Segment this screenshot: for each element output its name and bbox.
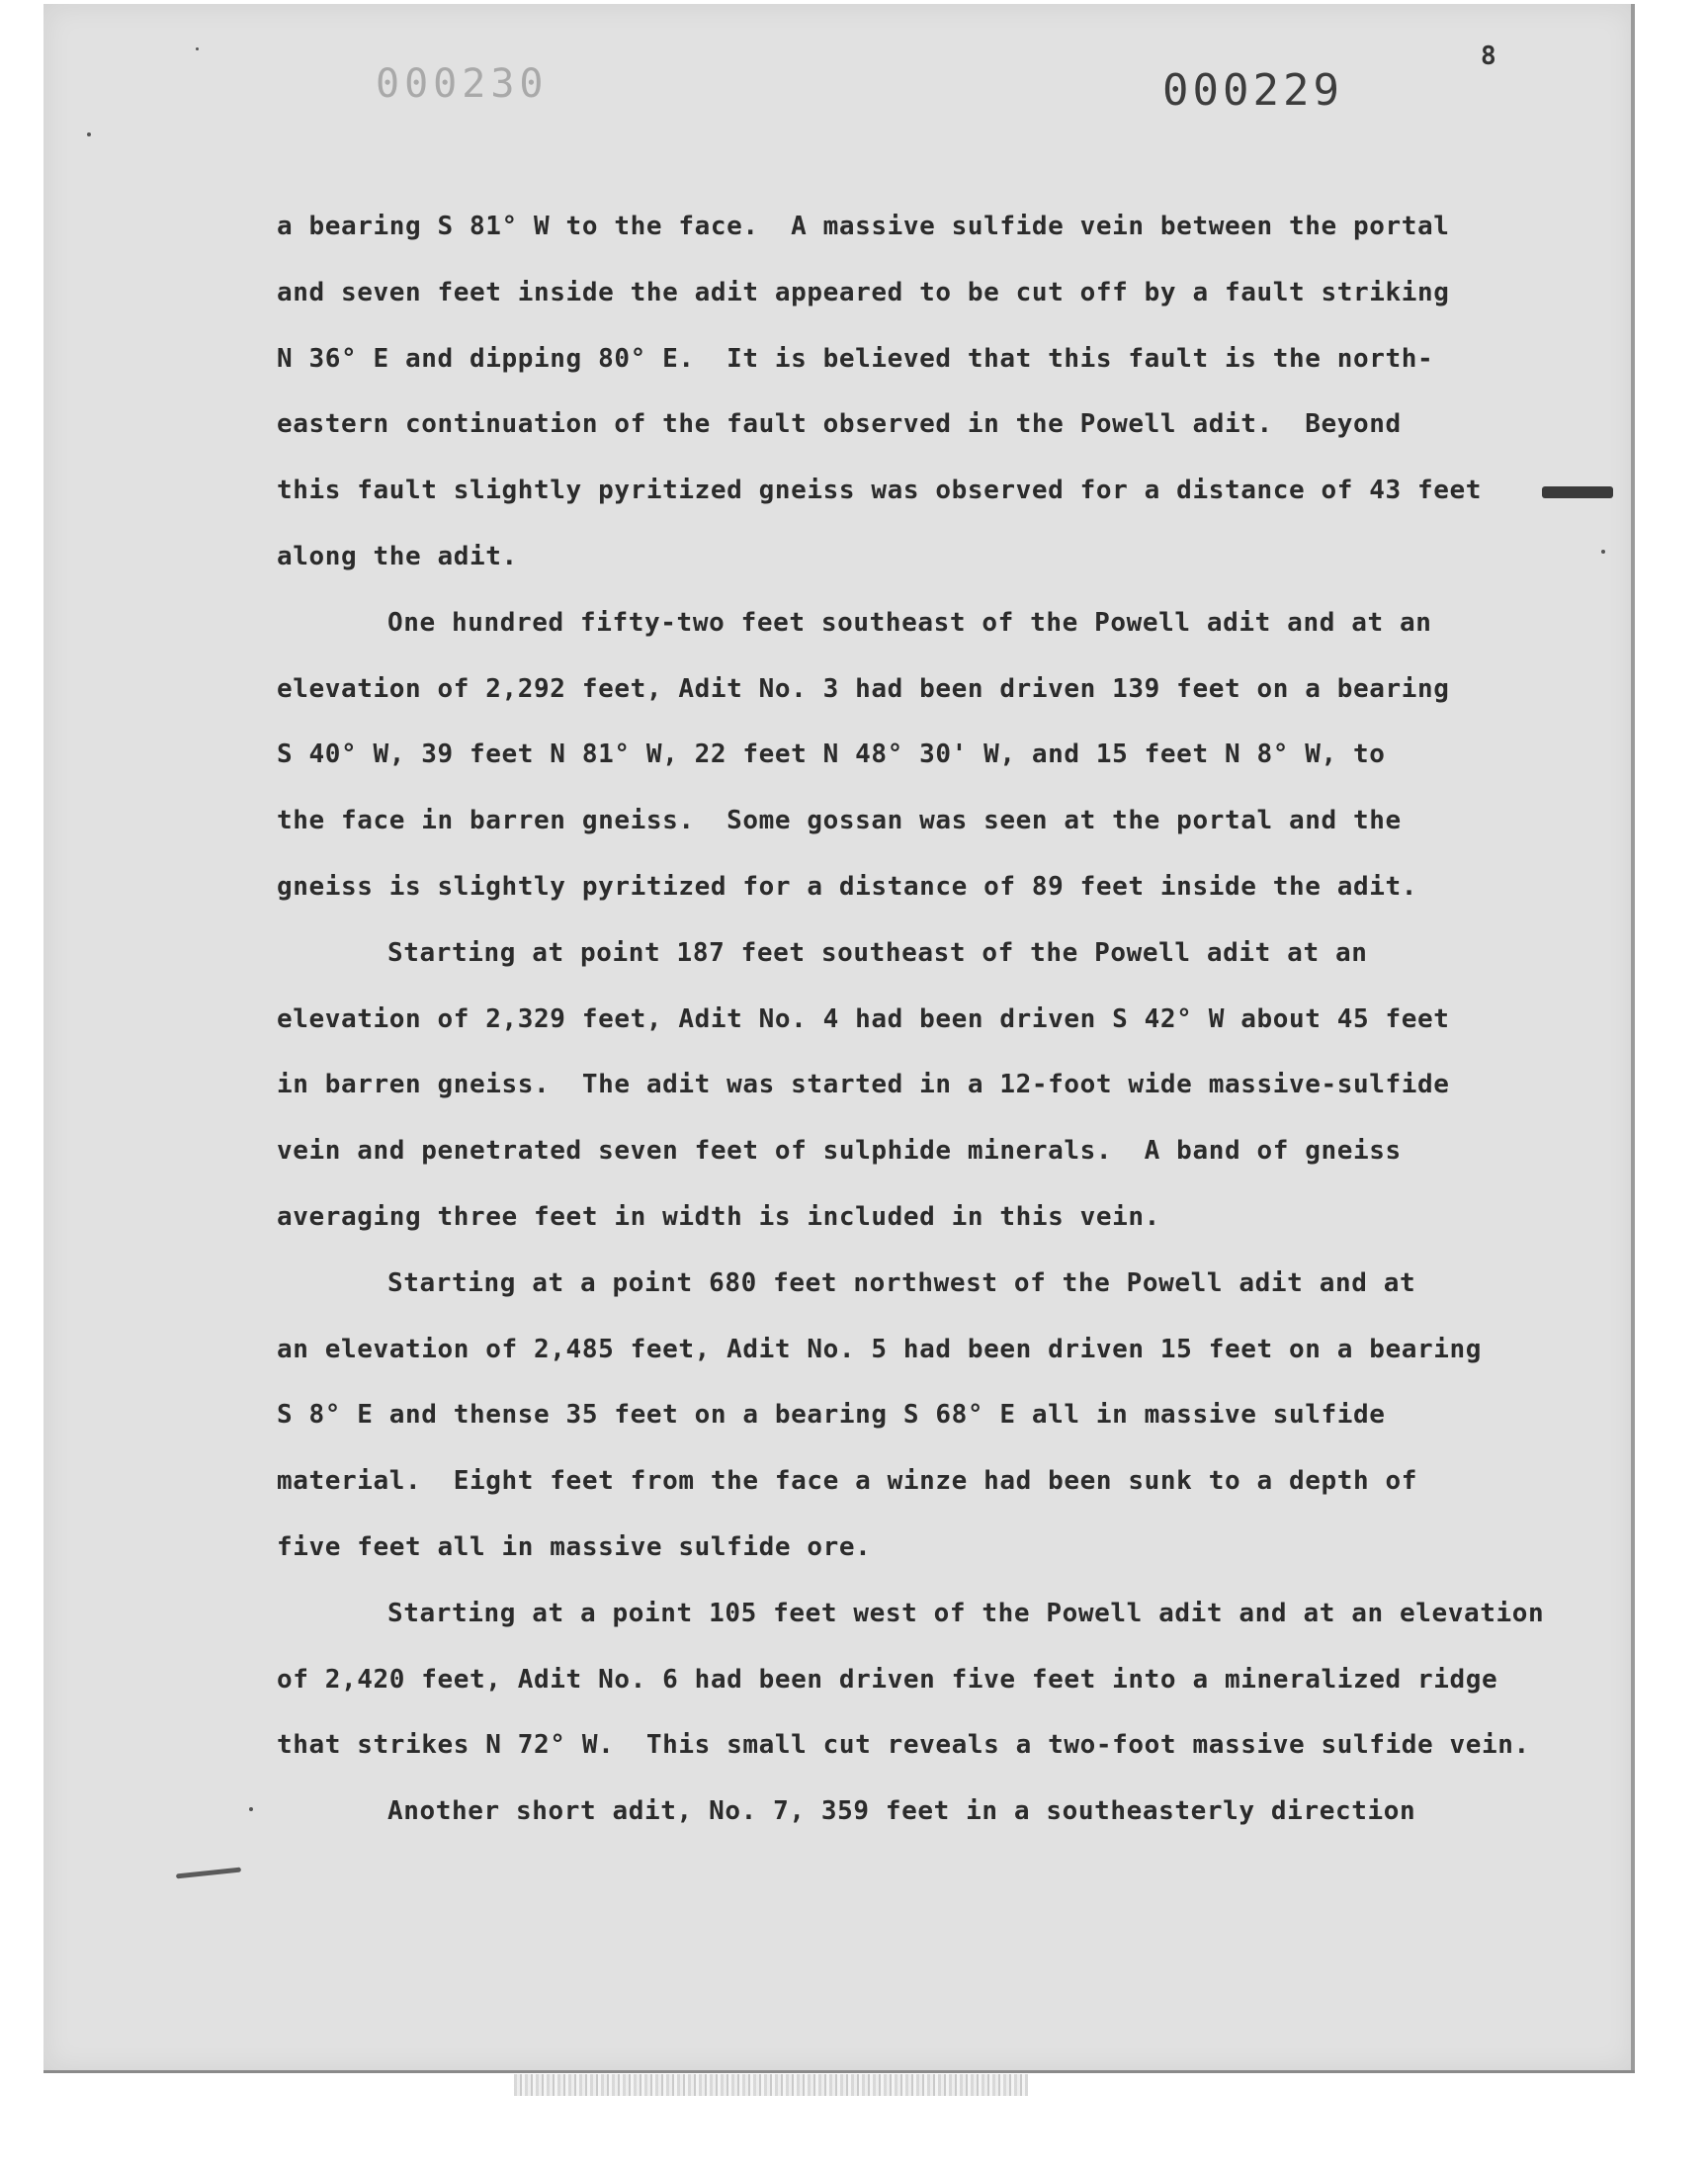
text-line: an elevation of 2,485 feet, Adit No. 5 had been driven 15 feet on a bearing bbox=[277, 1334, 1482, 1364]
text-line: vein and penetrated seven feet of sulphide minerals. A band of gneiss bbox=[277, 1136, 1402, 1167]
scan-speck bbox=[87, 132, 91, 136]
text-line: Another short adit, No. 7, 359 feet in a southeasterly direction bbox=[387, 1796, 1416, 1827]
text-line: that strikes N 72° W. This small cut reveals a two-foot massive sulfide vein. bbox=[277, 1730, 1530, 1761]
text-line: this fault slightly pyritized gneiss was observed for a distance of 43 feet bbox=[277, 476, 1482, 506]
paragraph-2 bbox=[277, 590, 1601, 920]
scan-speck bbox=[1601, 550, 1605, 554]
redaction-scribble bbox=[1542, 486, 1613, 498]
scan-speck bbox=[249, 1807, 253, 1811]
text-line: S 40° W, 39 feet N 81° W, 22 feet N 48° 30' W, and 15 feet N 8° W, to bbox=[277, 740, 1386, 770]
document-body bbox=[277, 194, 1601, 1845]
page-edge-shadow bbox=[1631, 4, 1635, 2072]
text-line: S 8° E and thense 35 feet on a bearing S 68° E all in massive sulfide bbox=[277, 1400, 1386, 1431]
text-line: in barren gneiss. The adit was started in a 12-foot wide massive-sulfide bbox=[277, 1070, 1450, 1100]
paragraph-3 bbox=[277, 920, 1601, 1251]
text-line: Starting at point 187 feet southeast of the Powell adit at an bbox=[387, 937, 1368, 968]
text-line: gneiss is slightly pyritized for a distance of 89 feet inside the adit. bbox=[277, 871, 1417, 902]
text-line: along the adit. bbox=[277, 541, 518, 571]
scan-artifact-strip bbox=[514, 2074, 1028, 2096]
text-line: elevation of 2,329 feet, Adit No. 4 had been driven S 42° W about 45 feet bbox=[277, 1003, 1450, 1034]
text-line: the face in barren gneiss. Some gossan was seen at the portal and the bbox=[277, 806, 1402, 836]
paragraph-4 bbox=[277, 1251, 1601, 1581]
text-line: elevation of 2,292 feet, Adit No. 3 had been driven 139 feet on a bearing bbox=[277, 673, 1450, 704]
scan-speck bbox=[196, 47, 199, 50]
paragraph-1 bbox=[277, 194, 1601, 590]
text-line: Starting at a point 105 feet west of the Powell adit and at an elevation bbox=[387, 1598, 1545, 1628]
text-line: five feet all in massive sulfide ore. bbox=[277, 1531, 872, 1562]
page-edge-shadow-bottom bbox=[43, 2070, 1635, 2073]
text-line: eastern continuation of the fault observed in the Powell adit. Beyond bbox=[277, 409, 1402, 440]
text-line: of 2,420 feet, Adit No. 6 had been driven five feet into a mineralized ridge bbox=[277, 1664, 1498, 1695]
text-line: Starting at a point 680 feet northwest of the Powell adit and at bbox=[387, 1267, 1416, 1298]
page-number: 8 bbox=[1481, 42, 1496, 71]
text-line: a bearing S 81° W to the face. A massive sulfide vein between the portal bbox=[277, 212, 1450, 241]
text-line: One hundred fifty-two feet southeast of the Powell adit and at an bbox=[387, 607, 1432, 638]
bates-stamp: 000229 bbox=[1162, 65, 1343, 116]
paragraph-6 bbox=[277, 1779, 1601, 1845]
text-line: N 36° E and dipping 80° E. It is believed that this fault is the north- bbox=[277, 343, 1434, 374]
faded-bates-stamp: 000230 bbox=[376, 61, 549, 107]
paragraph-5 bbox=[277, 1581, 1601, 1779]
text-line: averaging three feet in width is included in this vein. bbox=[277, 1201, 1160, 1232]
text-line: material. Eight feet from the face a winze had been sunk to a depth of bbox=[277, 1466, 1417, 1497]
text-line: and seven feet inside the adit appeared to be cut off by a fault striking bbox=[277, 277, 1450, 307]
